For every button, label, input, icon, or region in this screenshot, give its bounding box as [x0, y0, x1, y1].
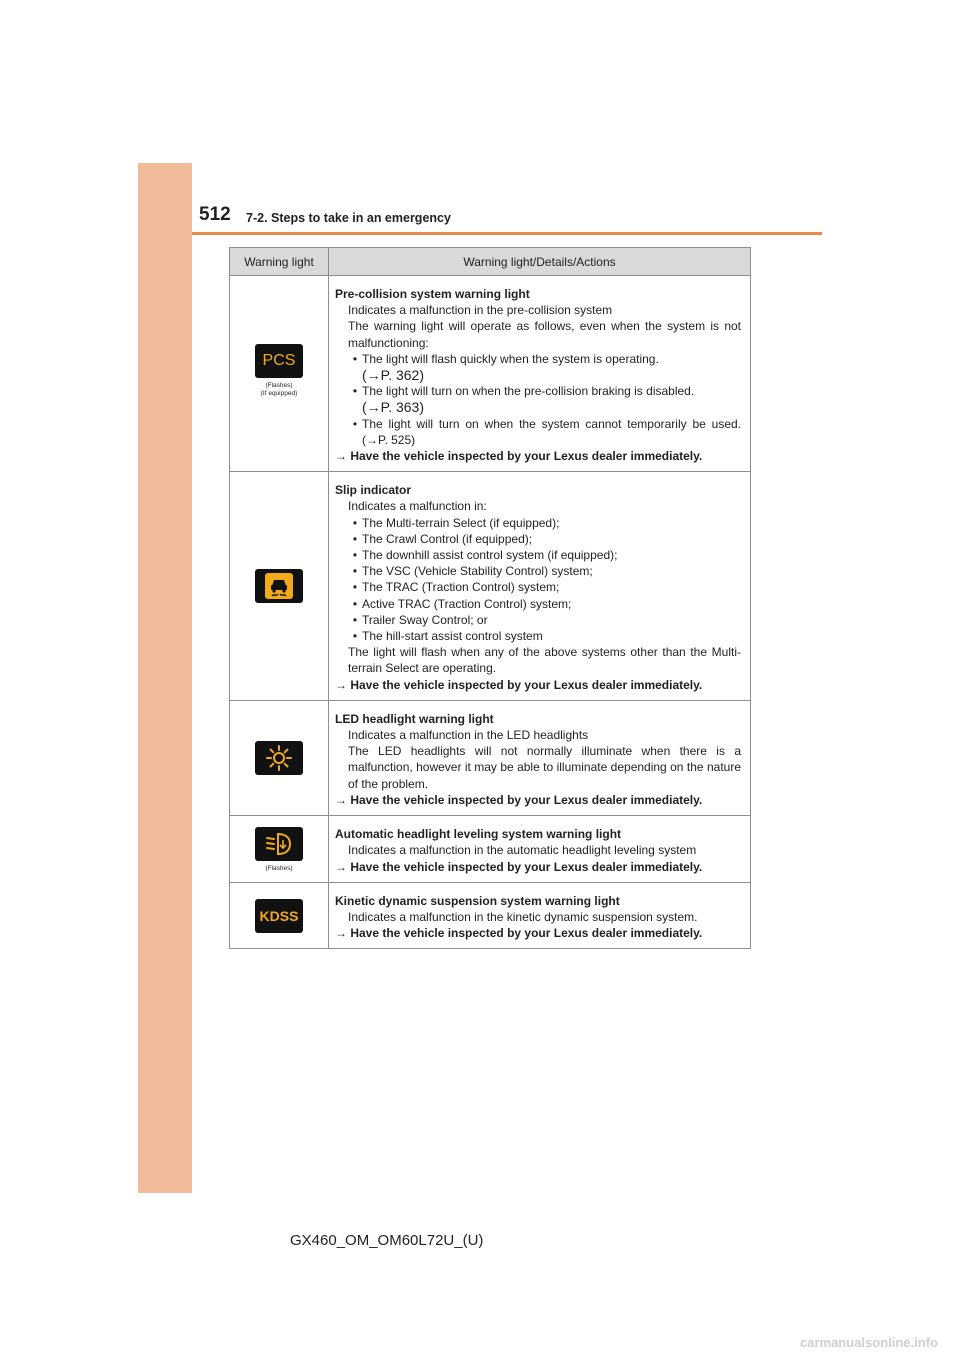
pcs-warning-icon	[255, 344, 303, 378]
detail-text: Indicates a malfunction in the LED headlights	[348, 728, 589, 743]
side-tab-bar	[138, 163, 192, 1193]
list-item: • The light will flash quickly when the system is operating.	[352, 351, 659, 366]
row-title: Kinetic dynamic suspension system warning light	[335, 893, 620, 908]
row-title: Pre-collision system warning light	[335, 287, 530, 301]
detail-text: Indicates a malfunction in the kinetic dynamic suspension system.	[348, 909, 698, 924]
icon-cell	[230, 472, 329, 701]
list-item: • The TRAC (Traction Control) system;	[352, 580, 560, 595]
row-title: Automatic headlight leveling system warning light	[335, 827, 622, 842]
icon-caption: (Flashes)	[265, 381, 293, 389]
sun-glyph	[265, 745, 293, 771]
detail-text: The warning light will operate as follows, even when the system is not malfunctioning:	[348, 319, 741, 350]
led-headlight-warning-icon	[255, 741, 303, 775]
column-header-warning-light: Warning light	[230, 248, 329, 276]
table-header-row	[230, 248, 751, 276]
action-text: → Have the vehicle inspected by your Lexus dealer immediately.	[335, 859, 703, 874]
details-cell	[329, 472, 751, 701]
detail-text: The LED headlights will not normally illuminate when there is a malfunction, however it may be able to illuminate depending on the nature of the problem.	[348, 744, 741, 791]
icon-cell	[230, 276, 329, 472]
details-cell	[329, 276, 751, 472]
details-cell	[329, 816, 751, 883]
action-text: → Have the vehicle inspected by your Lexus dealer immediately.	[335, 926, 703, 941]
list-item: • The VSC (Vehicle Stability Control) system;	[352, 564, 593, 579]
table-row	[230, 700, 751, 815]
document-code: GX460_OM_OM60L72U_(U)	[290, 1232, 484, 1249]
action-text: → Have the vehicle inspected by your Lexus dealer immediately.	[335, 449, 703, 464]
action-text: → Have the vehicle inspected by your Lexus dealer immediately.	[335, 677, 703, 692]
list-item: • The Multi-terrain Select (if equipped);	[352, 515, 560, 530]
list-item: • Active TRAC (Traction Control) system;	[352, 596, 572, 611]
list-item: • The Crawl Control (if equipped);	[352, 531, 533, 546]
action-text: → Have the vehicle inspected by your Lexus dealer immediately.	[335, 792, 703, 807]
page-reference: (→P. 363)	[362, 399, 424, 416]
page-number: 512	[199, 204, 231, 225]
list-item: • The light will turn on when the pre-collision braking is disabled.	[352, 384, 695, 399]
headlight-leveling-warning-icon	[255, 827, 303, 861]
kdss-icon-label: KDSS	[259, 907, 299, 924]
slip-indicator-icon	[255, 569, 303, 603]
detail-text: Indicates a malfunction in:	[348, 499, 487, 514]
icon-cell	[230, 882, 329, 949]
icon-cell	[230, 700, 329, 815]
details-cell	[329, 700, 751, 815]
list-item: • The light will turn on when the system cannot temporarily be used. (→P. 525)	[352, 416, 741, 447]
icon-caption: (Flashes)	[265, 864, 293, 872]
row-title: LED headlight warning light	[335, 711, 494, 726]
kdss-warning-icon	[255, 899, 303, 933]
list-item: • The downhill assist control system (if equipped);	[352, 548, 618, 563]
table-row	[230, 816, 751, 883]
header-rule	[192, 232, 822, 235]
column-header-details: Warning light/Details/Actions	[329, 248, 751, 276]
pcs-icon-label: PCS	[262, 351, 296, 369]
slip-car-glyph	[264, 572, 294, 600]
page-reference: (→P. 362)	[362, 367, 424, 384]
watermark: carmanualsonline.info	[800, 1335, 938, 1350]
table-row	[230, 472, 751, 701]
detail-text: Indicates a malfunction in the automatic headlight leveling system	[348, 843, 697, 858]
detail-text: Indicates a malfunction in the pre-collision system	[348, 303, 613, 318]
table-row	[230, 882, 751, 949]
list-item: • Trailer Sway Control; or	[352, 612, 488, 627]
detail-text: The light will flash when any of the above systems other than the Multi-terrain Select are operating.	[348, 645, 741, 676]
section-title: 7-2. Steps to take in an emergency	[246, 211, 451, 225]
details-cell	[329, 882, 751, 949]
warning-light-table	[229, 247, 751, 949]
icon-caption: (If equipped)	[260, 389, 298, 397]
icon-cell	[230, 816, 329, 883]
row-title: Slip indicator	[335, 483, 412, 498]
list-item: • The hill-start assist control system	[352, 629, 543, 644]
table-row	[230, 276, 751, 472]
headlight-glyph	[264, 830, 294, 858]
